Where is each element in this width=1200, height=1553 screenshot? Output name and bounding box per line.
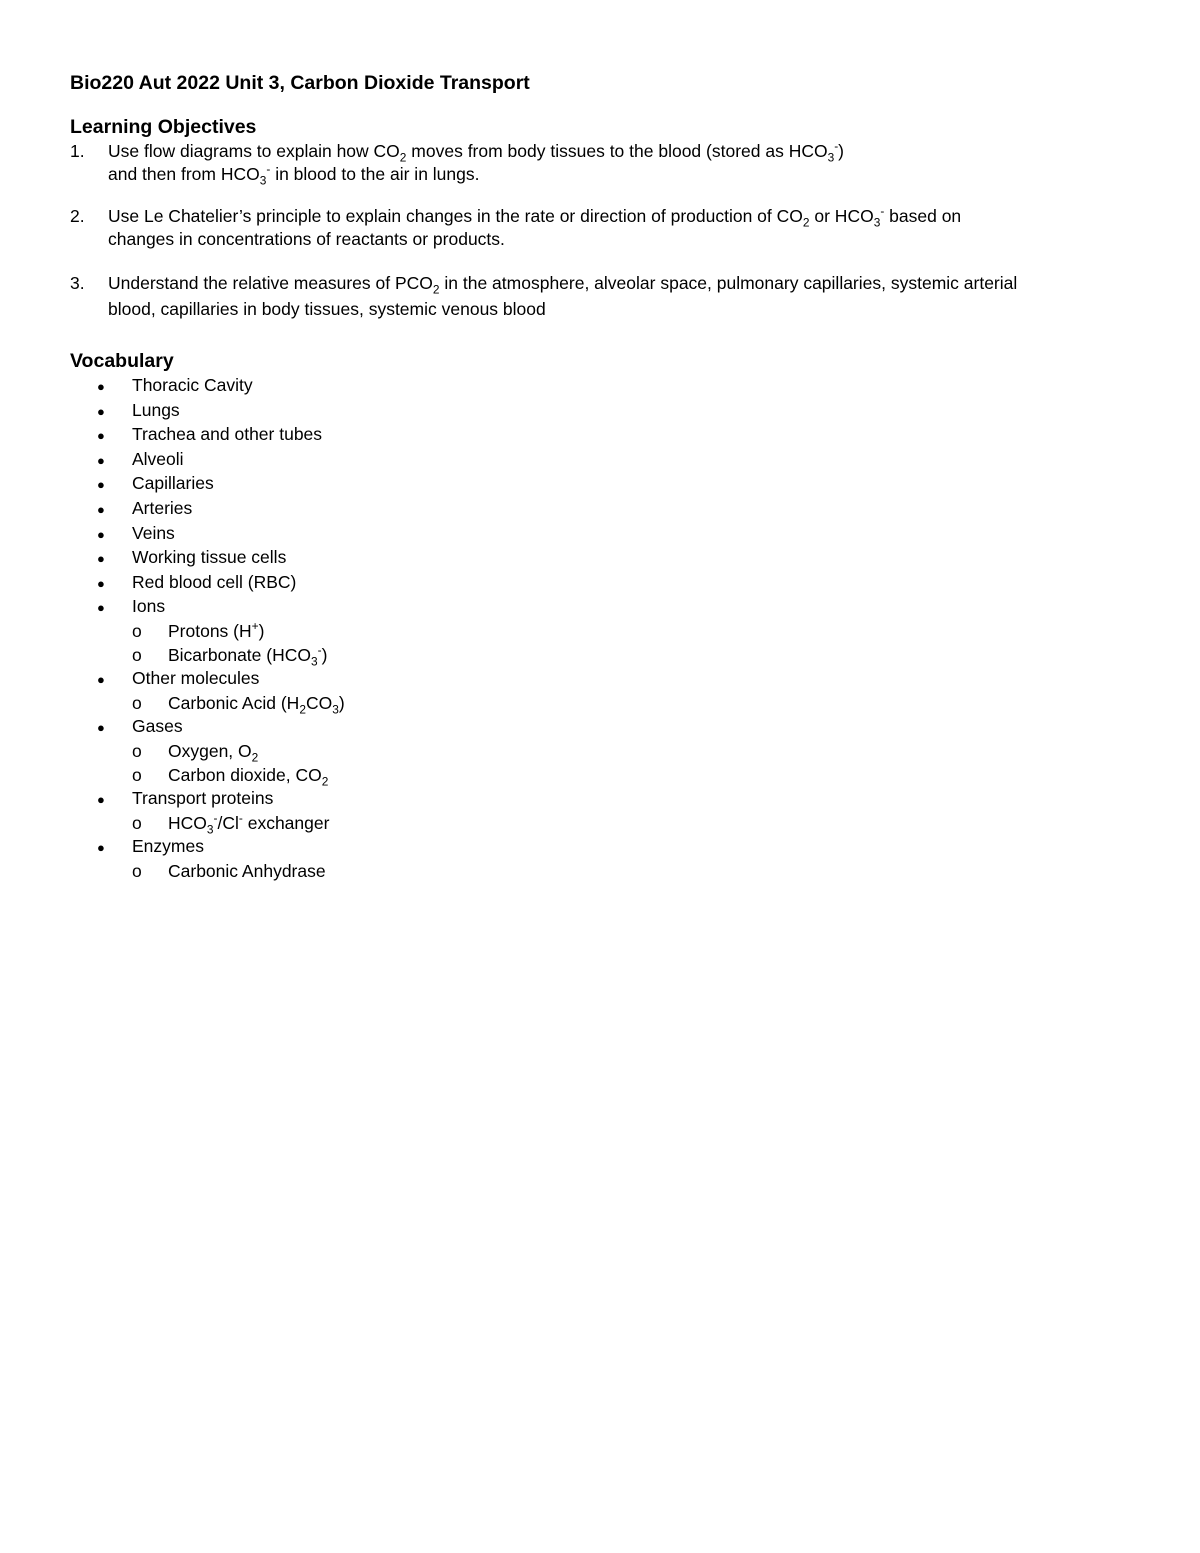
text-run: Working tissue cells <box>132 547 287 568</box>
text-run: moves from body tissues to the blood (stored as HCO <box>406 141 828 161</box>
vocab-item <box>70 546 1150 571</box>
text-run: 2 <box>299 702 306 717</box>
learning-objectives-heading: Learning Objectives <box>70 116 257 138</box>
text-run: Other molecules <box>132 668 260 689</box>
vocab-subterm <box>168 644 327 668</box>
vocab-term <box>132 423 322 447</box>
vocab-term <box>132 835 204 859</box>
text-run: 2 <box>399 150 407 165</box>
text-run: Carbonic Anhydrase <box>168 860 326 881</box>
vocab-sublist <box>70 860 1150 884</box>
text-run: Veins <box>132 522 175 543</box>
vocab-subterm <box>168 860 326 884</box>
vocab-subitem <box>70 764 1150 788</box>
vocab-term <box>132 374 253 398</box>
text-run: - <box>238 810 243 825</box>
objective-item <box>70 270 1150 322</box>
text-run: or HCO <box>809 206 874 226</box>
text-run: and then from HCO <box>108 164 260 184</box>
bullet-icon: ● <box>97 840 105 856</box>
circle-bullet-icon: o <box>132 764 142 785</box>
vocab-item <box>70 835 1150 883</box>
vocab-item <box>70 787 1150 835</box>
learning-objectives-list <box>70 140 1150 322</box>
text-run: - <box>213 810 218 825</box>
vocab-subterm <box>168 812 329 836</box>
vocab-term <box>132 497 192 521</box>
text-run: in blood to the air in lungs. <box>270 164 480 184</box>
text-run: Gases <box>132 716 183 737</box>
vocab-item <box>70 522 1150 547</box>
objective-number: 3. <box>70 273 85 293</box>
text-run: changes in concentrations of reactants or products. <box>108 229 505 249</box>
objective-text <box>108 140 844 186</box>
vocab-item <box>70 571 1150 596</box>
vocab-term <box>132 787 273 811</box>
bullet-icon: ● <box>97 551 105 567</box>
bullet-icon: ● <box>97 403 105 419</box>
vocab-subitem <box>70 644 1150 668</box>
text-run: ) <box>321 644 328 665</box>
text-run: in the atmosphere, alveolar space, pulmonary capillaries, systemic arterial <box>439 273 1018 293</box>
circle-bullet-icon: o <box>132 644 142 665</box>
objective-text <box>108 270 1017 322</box>
vocab-term <box>132 399 180 423</box>
vocab-subterm <box>168 620 264 644</box>
bullet-icon: ● <box>97 428 105 444</box>
objective-number: 2. <box>70 206 85 226</box>
text-run: - <box>880 204 885 219</box>
text-run: - <box>317 642 322 657</box>
text-run: Capillaries <box>132 473 214 494</box>
vocab-term <box>132 448 184 472</box>
vocab-item <box>70 497 1150 522</box>
vocab-item <box>70 399 1150 424</box>
document-title: Bio220 Aut 2022 Unit 3, Carbon Dioxide Transport <box>70 72 530 94</box>
text-run: ) <box>258 620 265 641</box>
vocab-subitem <box>70 812 1150 836</box>
text-run: Understand the relative measures of PCO <box>108 273 433 293</box>
text-run: based on <box>884 206 962 226</box>
vocab-item <box>70 715 1150 787</box>
bullet-icon: ● <box>97 379 105 394</box>
text-run: Carbonic Acid (H <box>168 692 300 713</box>
vocab-item <box>70 374 1150 399</box>
vocab-subterm <box>168 692 345 716</box>
circle-bullet-icon: o <box>132 860 142 881</box>
vocab-sublist <box>70 620 1150 667</box>
vocab-term <box>132 546 286 570</box>
objective-item <box>70 205 1150 251</box>
text-run: blood, capillaries in body tissues, systemic venous blood <box>108 299 546 319</box>
text-run: Red blood cell (RBC) <box>132 571 297 592</box>
bullet-icon: ● <box>97 526 105 542</box>
text-run: 3 <box>332 702 339 717</box>
circle-bullet-icon: o <box>132 692 142 713</box>
circle-bullet-icon: o <box>132 740 142 761</box>
text-run: /Cl <box>217 812 239 833</box>
vocab-subitem <box>70 740 1150 764</box>
text-run: Use Le Chatelier’s principle to explain changes in the rate or direction of production of CO <box>108 206 803 226</box>
text-run: 3 <box>873 215 881 230</box>
bullet-icon: ● <box>97 452 105 468</box>
vocab-subitem <box>70 692 1150 716</box>
text-run: HCO <box>168 812 207 833</box>
vocab-subitem <box>70 620 1150 644</box>
objective-text <box>108 205 961 251</box>
bullet-icon: ● <box>97 792 105 808</box>
text-run: 2 <box>432 282 440 297</box>
circle-bullet-icon: o <box>132 620 142 641</box>
text-run: Bicarbonate (HCO <box>168 644 311 665</box>
vocab-term <box>132 571 296 595</box>
text-run: ) <box>838 141 844 161</box>
bullet-icon: ● <box>97 672 105 688</box>
text-run: Arteries <box>132 497 193 518</box>
text-run: Lungs <box>132 399 180 420</box>
vocab-sublist <box>70 812 1150 836</box>
vocab-term <box>132 595 165 619</box>
text-run: exchanger <box>242 812 330 833</box>
text-run: CO <box>305 692 333 713</box>
text-run: Use flow diagrams to explain how CO <box>108 141 400 161</box>
vocab-subitem <box>70 860 1150 884</box>
vocab-term <box>132 522 175 546</box>
text-run: Oxygen, O <box>168 740 252 761</box>
text-run: 3 <box>310 654 318 669</box>
text-run: 3 <box>206 822 214 837</box>
vocab-item <box>70 595 1150 667</box>
text-run: - <box>266 162 271 177</box>
vocab-sublist <box>70 692 1150 716</box>
circle-bullet-icon: o <box>132 812 142 833</box>
vocab-item <box>70 448 1150 473</box>
vocabulary-heading: Vocabulary <box>70 350 174 372</box>
text-run: Enzymes <box>132 836 204 857</box>
vocab-item <box>70 472 1150 497</box>
text-run: + <box>251 619 259 634</box>
text-run: Thoracic Cavity <box>132 375 253 395</box>
bullet-icon: ● <box>97 720 105 736</box>
bullet-icon: ● <box>97 575 105 591</box>
bullet-icon: ● <box>97 501 105 517</box>
text-run: Trachea and other tubes <box>132 424 323 445</box>
bullet-icon: ● <box>97 477 105 493</box>
vocabulary-list <box>70 374 1150 883</box>
vocab-item <box>70 423 1150 448</box>
text-run: - <box>834 139 839 154</box>
vocab-term <box>132 715 183 739</box>
text-run: 2 <box>321 774 329 788</box>
text-run: Transport proteins <box>132 788 274 809</box>
text-run: 2 <box>251 750 259 765</box>
objective-item <box>70 140 1150 186</box>
objective-number: 1. <box>70 141 85 161</box>
vocab-subterm <box>168 764 328 788</box>
vocab-term <box>132 472 214 496</box>
vocab-sublist <box>70 740 1150 787</box>
vocab-item <box>70 667 1150 715</box>
text-run: 3 <box>259 173 267 188</box>
text-run: Protons (H <box>168 620 252 641</box>
text-run: ) <box>338 692 345 713</box>
text-run: 2 <box>802 215 810 230</box>
text-run: 3 <box>827 150 835 165</box>
document-page <box>70 68 1150 883</box>
text-run: Ions <box>132 596 166 617</box>
bullet-icon: ● <box>97 600 105 616</box>
vocab-subterm <box>168 740 258 764</box>
text-run: Carbon dioxide, CO <box>168 764 322 785</box>
vocab-term <box>132 667 259 691</box>
text-run: Alveoli <box>132 448 184 469</box>
